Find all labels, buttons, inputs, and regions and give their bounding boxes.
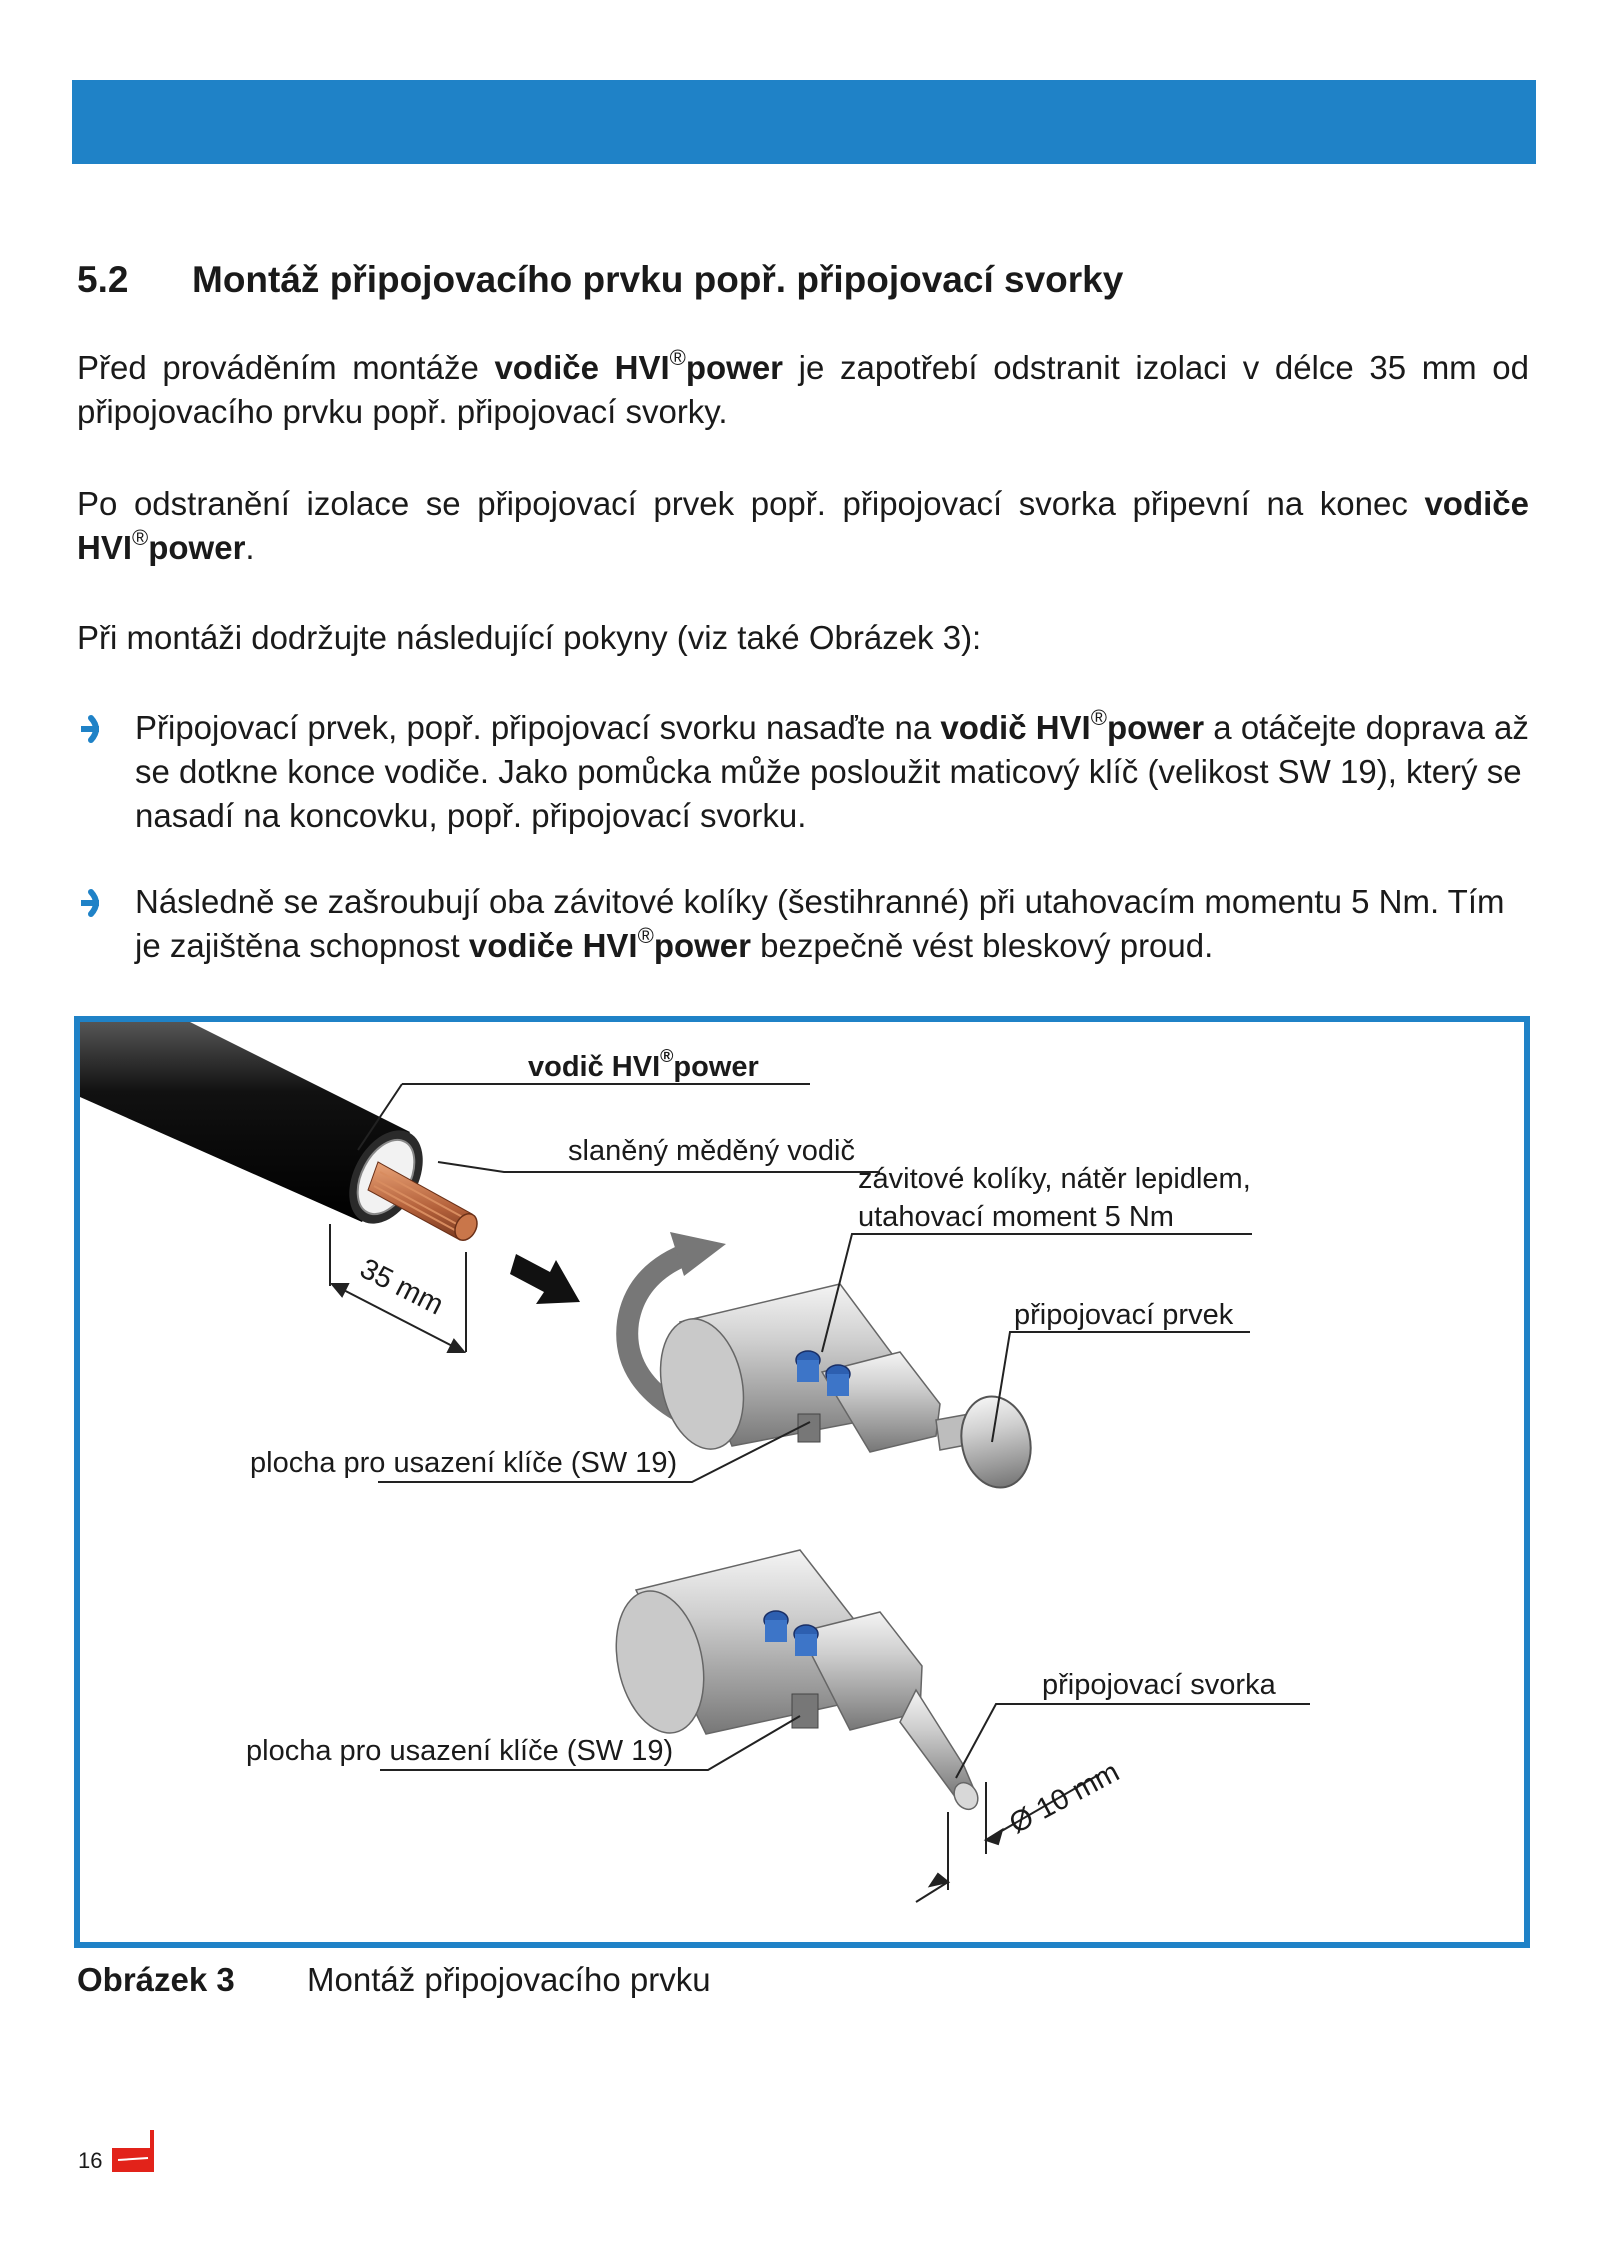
bullet-item-2 xyxy=(77,880,1529,968)
connection-element xyxy=(649,1284,1039,1494)
p2-registered-mark: ® xyxy=(132,525,149,550)
p2-bold-power: power xyxy=(148,529,246,566)
arrow-bullet-icon xyxy=(77,714,109,744)
connection-terminal xyxy=(604,1550,983,1814)
p1-bold-conductor: vodiče HVI xyxy=(494,349,670,386)
bullet-1-text xyxy=(135,706,1529,838)
label-pins-line1: závitové kolíky, nátěr lepidlem, xyxy=(858,1163,1251,1195)
p1-text-pre: Před prováděním montáže xyxy=(77,349,495,386)
label-connection-element: připojovací prvek xyxy=(1014,1299,1234,1331)
label-wrench-flat-1: plocha pro usazení klíče (SW 19) xyxy=(250,1447,678,1479)
b1-post: a otáčejte doprava až se dotkne konce vodiče. Jako pomůcka může posloužit maticový klíč (velikost SW 19), který se nasadí na koncovku, popř. připojovací svorku. xyxy=(135,709,1529,834)
section-title: Montáž připojovacího prvku popř. připojovací svorky xyxy=(192,259,1124,300)
p2-bold-conductor: vodiče HVI xyxy=(77,485,1529,566)
paragraph-1 xyxy=(77,346,1529,434)
label-pins-line2: utahovací moment 5 Nm xyxy=(858,1201,1174,1233)
figure-3 xyxy=(74,1016,1530,1948)
figure-caption xyxy=(77,1958,711,2002)
push-arrow-icon xyxy=(510,1254,580,1304)
bullet-2-text xyxy=(135,880,1529,968)
p1-text-post: je zapotřebí odstranit izolaci v délce 35 mm od připojovacího prvku popř. připojovací svorky. xyxy=(77,349,1530,430)
dehn-logo-icon xyxy=(110,2128,156,2174)
caption-text: Montáž připojovacího prvku xyxy=(307,1961,711,1998)
section-heading xyxy=(77,254,1537,306)
label-conductor: vodič HVI®power xyxy=(528,1046,759,1083)
b1-pre: Připojovací prvek, popř. připojovací svorku nasaďte na xyxy=(135,709,941,746)
hvi-cable xyxy=(80,1022,438,1236)
bullet-item-1 xyxy=(77,706,1529,838)
section-number: 5.2 xyxy=(77,259,129,300)
p2-text-pre: Po odstranění izolace se připojovací prvek popř. připojovací svorka připevní na konec xyxy=(77,485,1425,522)
paragraph-3: Při montáži dodržujte následující pokyny (viz také Obrázek 3): xyxy=(77,619,982,656)
dim-35mm-label: 35 mm xyxy=(354,1252,449,1322)
arrow-bullet-icon xyxy=(77,888,109,918)
p1-bold-power: power xyxy=(685,349,784,386)
b2-registered-mark: ® xyxy=(637,923,654,948)
b2-bold-power: power xyxy=(653,927,752,964)
b1-bold-conductor: vodič HVI xyxy=(940,709,1091,746)
header-bar xyxy=(72,80,1536,164)
p1-registered-mark: ® xyxy=(669,345,686,370)
b1-bold-power: power xyxy=(1106,709,1205,746)
b1-registered-mark: ® xyxy=(1090,705,1107,730)
p2-text-post: . xyxy=(245,529,255,566)
dim-10mm-label: Ø 10 mm xyxy=(1004,1755,1125,1841)
label-copper-conductor: slaněný měděný vodič xyxy=(568,1135,855,1167)
label-wrench-flat-2: plocha pro usazení klíče (SW 19) xyxy=(246,1735,674,1767)
assembly-illustration xyxy=(80,1022,1524,1942)
b2-bold-conductor: vodiče HVI xyxy=(468,927,638,964)
b2-post: bezpečně vést bleskový proud. xyxy=(751,927,1214,964)
label-connection-terminal: připojovací svorka xyxy=(1042,1669,1276,1701)
paragraph-2 xyxy=(77,482,1529,570)
page-number: 16 xyxy=(78,2148,103,2173)
caption-label: Obrázek 3 xyxy=(77,1961,235,1998)
b2-pre: Následně se zašroubují oba závitové kolíky (šestihranné) při utahovacím momentu 5 Nm. Tím je zajištěna schopnost xyxy=(135,883,1505,964)
